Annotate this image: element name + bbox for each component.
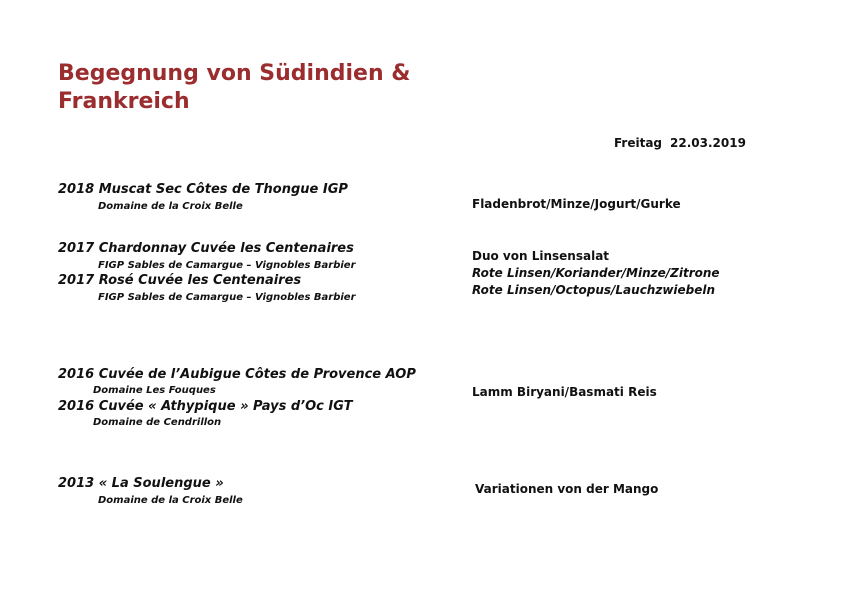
page-title-line-1: Begegnung von Südindien & bbox=[58, 61, 411, 86]
event-date bbox=[614, 136, 746, 150]
page-title-line-2: Frankreich bbox=[58, 89, 190, 114]
dish: Rote Linsen/Octopus/Lauchzwiebeln bbox=[472, 283, 716, 297]
wine-name: 2018 Muscat Sec Côtes de Thongue IGP bbox=[58, 182, 348, 197]
wine-producer: Domaine de la Croix Belle bbox=[98, 201, 243, 212]
wine-producer: Domaine de Cendrillon bbox=[93, 417, 222, 428]
dish: Fladenbrot/Minze/Jogurt/Gurke bbox=[472, 197, 681, 211]
event-day: Freitag bbox=[614, 136, 663, 150]
wine-name: 2016 Cuvée « Athypique » Pays d’Oc IGT bbox=[58, 399, 353, 414]
wine-producer: FIGP Sables de Camargue – Vignobles Barbier bbox=[98, 292, 356, 303]
wine-producer: FIGP Sables de Camargue – Vignobles Barbier bbox=[98, 260, 356, 271]
dish: Rote Linsen/Koriander/Minze/Zitrone bbox=[472, 266, 720, 280]
wine-name: 2013 « La Soulengue » bbox=[58, 476, 224, 491]
dish-heading: Duo von Linsensalat bbox=[472, 249, 610, 263]
wine-name: 2017 Rosé Cuvée les Centenaires bbox=[58, 273, 302, 288]
page-title bbox=[58, 60, 410, 116]
wine-producer: Domaine de la Croix Belle bbox=[98, 495, 243, 506]
wine-producer: Domaine Les Fouques bbox=[93, 385, 216, 396]
wine-name: 2016 Cuvée de l’Aubigue Côtes de Provence AOP bbox=[58, 367, 416, 382]
wine-name: 2017 Chardonnay Cuvée les Centenaires bbox=[58, 241, 354, 256]
dish: Lamm Biryani/Basmati Reis bbox=[472, 385, 657, 399]
dish: Variationen von der Mango bbox=[475, 482, 659, 496]
event-date-value: 22.03.2019 bbox=[670, 136, 746, 150]
